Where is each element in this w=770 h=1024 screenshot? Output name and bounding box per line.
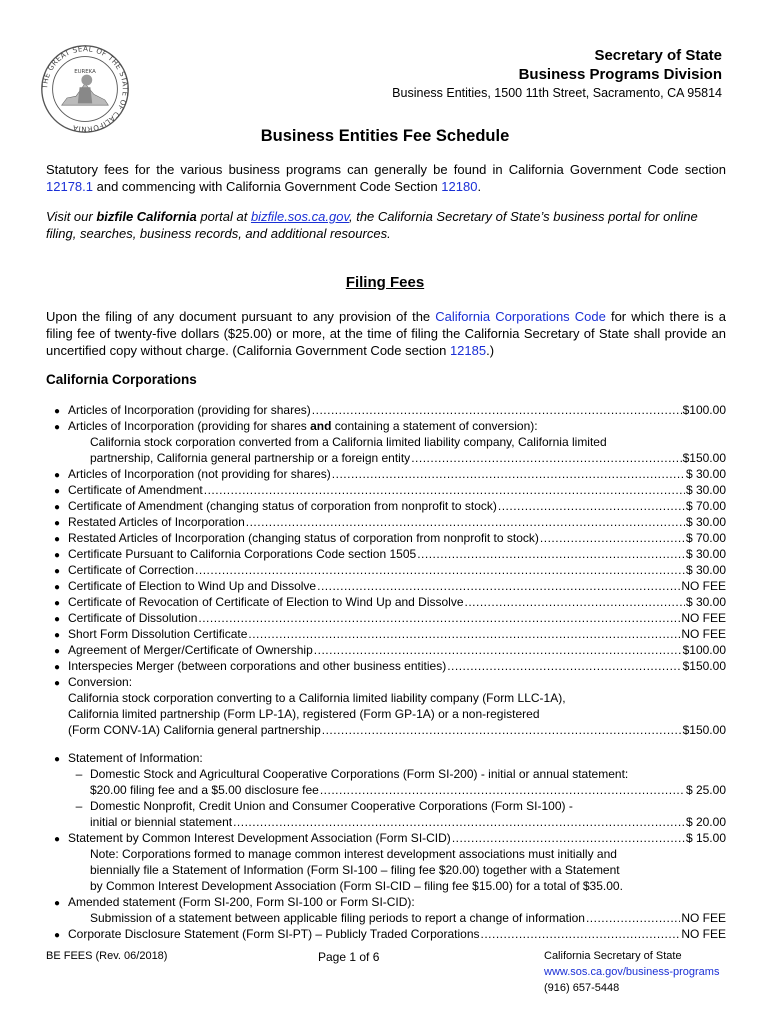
list-item: ● Certificate of Amendment ..... $ 30.00 bbox=[46, 482, 726, 498]
list-item: ● Certificate of Dissolution ..... NO FEE bbox=[46, 610, 726, 626]
list-item-sub: initial or biennial statement ..... $ 20.00 bbox=[90, 814, 726, 830]
list-item-sub: Submission of a statement between applicable filing periods to report a change of information ..... NO FEE bbox=[90, 910, 726, 926]
list-item: ● Statement of Information: bbox=[53, 751, 203, 765]
california-seal-logo bbox=[40, 44, 130, 134]
page-title: Business Entities Fee Schedule bbox=[260, 127, 510, 145]
filing-fees-heading: Filing Fees bbox=[345, 274, 425, 291]
list-item: ● Conversion: bbox=[53, 675, 133, 689]
gov-code-12178-link[interactable]: 12178.1 bbox=[46, 179, 93, 194]
filing-fees-paragraph: Upon the filing of any document pursuant to any provision of the California Corporations Code for which there is a filing fee of twenty-five dollars ($25.00) or more, at the time of filing the California Secretary of State shall provide an uncertified copy without charge. (California Government Code section 12185.) bbox=[46, 309, 726, 358]
svg-text:EUREKA: EUREKA bbox=[74, 68, 96, 75]
list-item: ● Certificate of Revocation of Certificate of Election to Wind Up and Dissolve ..... $ 30.00 bbox=[46, 594, 726, 610]
list-item: ● Certificate Pursuant to California Corporations Code section 1505 ..... $ 30.00 bbox=[46, 546, 726, 562]
list-item-sub: – Domestic Stock and Agricultural Cooperative Corporations (Form SI-200) - initial or annual statement: bbox=[75, 767, 629, 781]
list-item: ● Amended statement (Form SI-200, Form SI-100 or Form SI-CID): bbox=[53, 895, 415, 909]
section-heading: California Corporations bbox=[46, 372, 197, 387]
header-address: Business Entities, 1500 11th Street, Sacramento, CA 95814 bbox=[392, 86, 722, 100]
fee-list bbox=[46, 402, 726, 942]
list-item-note: biennially file a Statement of Information (Form SI-100 – filing fee $20.00) together with a Statement bbox=[90, 863, 620, 877]
list-item: ● Corporate Disclosure Statement (Form SI-PT) – Publicly Traded Corporations ..... NO FEE bbox=[46, 926, 726, 942]
list-item: ● Certificate of Amendment (changing status of corporation from nonprofit to stock) ..... $ 70.00 bbox=[46, 498, 726, 514]
corporations-code-link[interactable]: California Corporations Code bbox=[435, 309, 606, 324]
svg-text:THE GREAT SEAL OF THE STATE OF: THE GREAT SEAL OF THE STATE OF CALIFORNIA bbox=[40, 44, 130, 134]
list-item: ● Restated Articles of Incorporation (changing status of corporation from nonprofit to stock) ..... $ 70.00 bbox=[46, 530, 726, 546]
list-item-note: by Common Interest Development Association (Form SI-CID – filing fee $15.00) for a total of $35.00. bbox=[90, 879, 623, 893]
footer-page-number: Page 1 of 6 bbox=[318, 950, 380, 964]
gov-code-12180-link[interactable]: 12180 bbox=[441, 179, 478, 194]
header-org: Secretary of State bbox=[594, 47, 722, 64]
footer-phone: (916) 657-5448 bbox=[544, 982, 620, 994]
footer-url-link[interactable]: www.sos.ca.gov/business-programs bbox=[544, 966, 720, 978]
list-item: ● Articles of Incorporation (providing for shares and containing a statement of conversion): bbox=[53, 419, 538, 433]
list-item: ● Restated Articles of Incorporation ..... $ 30.00 bbox=[46, 514, 726, 530]
list-item: ● Short Form Dissolution Certificate ..... NO FEE bbox=[46, 626, 726, 642]
list-item: ● Certificate of Election to Wind Up and Dissolve ..... NO FEE bbox=[46, 578, 726, 594]
footer-org: California Secretary of State bbox=[544, 950, 682, 962]
header-division: Business Programs Division bbox=[518, 66, 722, 83]
list-item-sub: (Form CONV-1A) California general partnership ..... $150.00 bbox=[68, 722, 726, 738]
list-item: ● Statement by Common Interest Development Association (Form SI-CID) ..... $ 15.00 bbox=[46, 830, 726, 846]
list-item-sub: California limited partnership (Form LP-1A), registered (Form GP-1A) or a non-registered bbox=[68, 707, 540, 721]
gov-code-12185-link[interactable]: 12185 bbox=[449, 343, 487, 358]
list-item-sub: partnership, California general partnership or a foreign entity ..... $150.00 bbox=[90, 450, 726, 466]
list-item: ● Certificate of Correction ..... $ 30.00 bbox=[46, 562, 726, 578]
bizfile-paragraph: Visit our bizfile California portal at bizfile.sos.ca.gov, the California Secretary of State’s business portal for online filing, searches, business records, and additional resources. bbox=[46, 209, 698, 241]
list-item: ● Articles of Incorporation (providing for shares) ..... $100.00 bbox=[46, 402, 726, 418]
list-item-sub: California stock corporation converted from a California limited liability company, California limited bbox=[90, 435, 607, 449]
bizfile-link[interactable]: bizfile.sos.ca.gov bbox=[250, 209, 349, 224]
list-item: ● Agreement of Merger/Certificate of Ownership ..... $100.00 bbox=[46, 642, 726, 658]
footer-form-number: BE FEES (Rev. 06/2018) bbox=[46, 950, 168, 962]
list-item: ● Articles of Incorporation (not providing for shares) ..... $ 30.00 bbox=[46, 466, 726, 482]
list-item-sub: California stock corporation converting to a California limited liability company (Form LLC-1A), bbox=[68, 691, 566, 705]
list-item-note: Note: Corporations formed to manage common interest development associations must initially and bbox=[90, 847, 617, 861]
list-item-sub: – Domestic Nonprofit, Credit Union and Consumer Cooperative Corporations (Form SI-100) - bbox=[75, 799, 573, 813]
intro-paragraph: Statutory fees for the various business programs can generally be found in California Government Code section 12178.1 and commencing with California Government Code Section 12180. bbox=[46, 162, 726, 194]
list-item-sub: $20.00 filing fee and a $5.00 disclosure fee ..... $ 25.00 bbox=[90, 782, 726, 798]
list-item: ● Interspecies Merger (between corporations and other business entities) ..... $150.00 bbox=[46, 658, 726, 674]
